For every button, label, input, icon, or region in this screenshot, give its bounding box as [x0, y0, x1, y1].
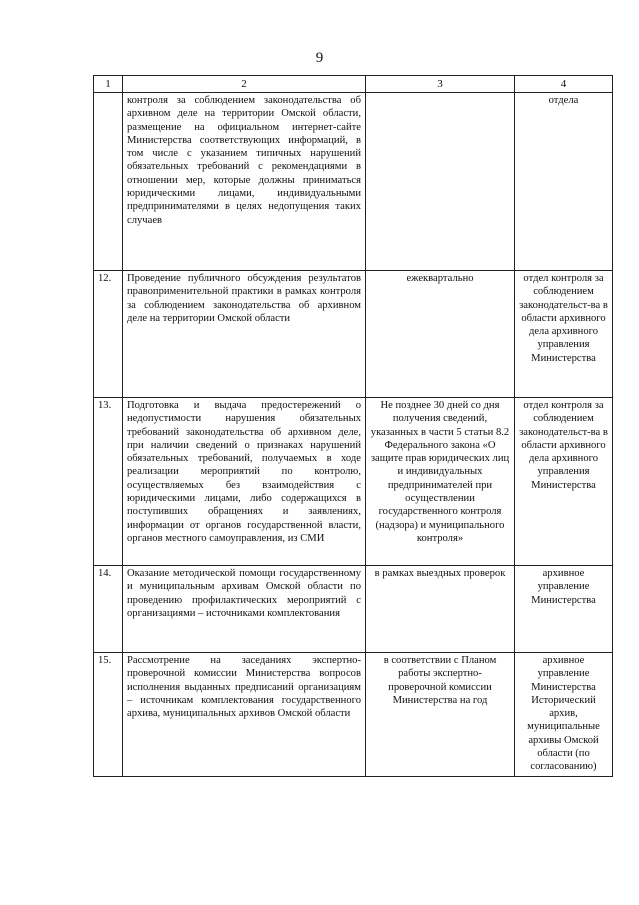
row-term: ежеквартально	[366, 271, 515, 398]
table-row	[94, 653, 613, 777]
page-number: 9	[315, 50, 324, 66]
column-header-2: 2	[123, 76, 366, 93]
row-number	[94, 93, 123, 271]
row-number: 14.	[94, 566, 123, 653]
table-row	[94, 566, 613, 653]
table-header-row	[94, 76, 613, 93]
column-header-3: 3	[366, 76, 515, 93]
row-term: в рамках выездных проверок	[366, 566, 515, 653]
row-responsible: отдела	[515, 93, 613, 271]
table-row	[94, 398, 613, 566]
table-row	[94, 93, 613, 271]
column-header-1: 1	[94, 76, 123, 93]
plan-table	[93, 75, 613, 777]
row-description: Оказание методической помощи государственному и муниципальным архивам Омской области по проведению профилактических мероприятий с организациями – источниками комплектования	[123, 566, 366, 653]
row-description: Подготовка и выдача предостережений о недопустимости нарушения обязательных требований законодательства об архивном деле, при наличии сведений о признаках нарушений обязательных требований, получаемых в ходе реализации мероприятий по контролю, осуществляемых без взаимодействия с юридическими лицами, либо содержащихся в поступивших обращениях и заявлениях, информации от органов государственной власти, органов местного самоуправления, из СМИ	[123, 398, 366, 566]
row-description: контроля за соблюдением законодательства об архивном деле на территории Омской области, размещение на официальном интернет-сайте Министерства соответствующих информаций, в том числе с указанием типичных нарушений обязательных требований с рекомендациями в отношении мер, которые должны приниматься юридическими лицами, индивидуальными предпринимателями в целях недопущения таких случаев	[123, 93, 366, 271]
row-term: в соответствии с Планом работы экспертно-проверочной комиссии Министерства на год	[366, 653, 515, 777]
row-number: 13.	[94, 398, 123, 566]
row-number: 15.	[94, 653, 123, 777]
row-term: Не позднее 30 дней со дня получения сведений, указанных в части 5 статьи 8.2 Федерального закона «О защите прав юридических лиц и индивидуальных предпринимателей при осуществлении государственного контроля (надзора) и муниципального контроля»	[366, 398, 515, 566]
row-responsible: отдел контроля за соблюдением законодательст-ва в области архивного дела архивного управления Министерства	[515, 271, 613, 398]
row-term	[366, 93, 515, 271]
row-responsible: архивное управление Министерства Исторический архив, муниципальные архивы Омской области (по согласованию)	[515, 653, 613, 777]
row-number: 12.	[94, 271, 123, 398]
row-description: Проведение публичного обсуждения результатов правоприменительной практики в рамках контроля за соблюдением законодательства об архивном деле на территории Омской области	[123, 271, 366, 398]
table-row	[94, 271, 613, 398]
column-header-4: 4	[515, 76, 613, 93]
row-responsible: архивное управление Министерства	[515, 566, 613, 653]
row-description: Рассмотрение на заседаниях экспертно-проверочной комиссии Министерства вопросов исполнения выданных предписаний организациям – источникам комплектования государственного архива, муниципальных архивов Омской области	[123, 653, 366, 777]
row-responsible: отдел контроля за соблюдением законодательст-ва в области архивного дела архивного управления Министерства	[515, 398, 613, 566]
